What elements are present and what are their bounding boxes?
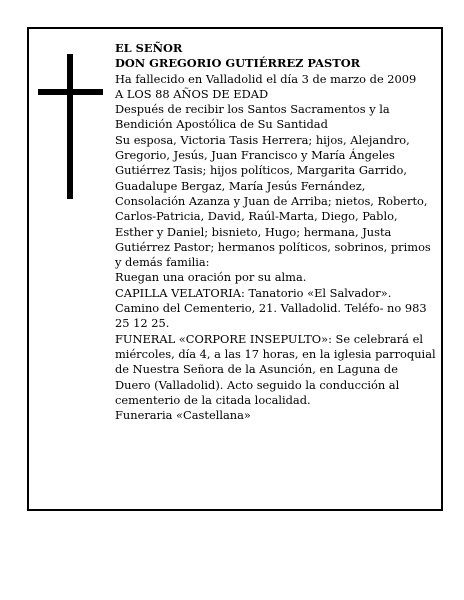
funeral-home: Funeraria «Castellana» (115, 408, 251, 423)
funeral-info: FUNERAL «CORPORE INSEPULTO»: Se celebrará el miércoles, día 4, a las 17 horas, en la iglesia parroquial de Nuestra Señora de la Asunción, en Laguna de Duero (Valladolid). Acto seguido la conducción al cementerio de la citada localidad. (115, 331, 436, 407)
obituary-notice (27, 27, 443, 511)
sacraments-paragraph: Después de recibir los Santos Sacramentos y la Bendición Apostólica de Su Santidad (115, 102, 390, 132)
cross-horizontal-bar (38, 89, 103, 95)
family-paragraph: Su esposa, Victoria Tasis Herrera; hijos, Alejandro, Gregorio, Jesús, Juan Francisco y María Ángeles Gutiérrez Tasis; hijos políticos, Margarita Garrido, Guadalupe Bergaz, María Jesús Fernández, Consolación Azanza y Juan de Arriba; nietos, Roberto, Carlos-Patricia, David, Raúl-Marta, Diego, Pablo, Esther y Daniel; bisnieto, Hugo; hermana, Justa Gutiérrez Pastor; hermanos políticos, sobrinos, primos y demás familia: (115, 132, 431, 270)
chapel-info: CAPILLA VELATORIA: Tanatorio «El Salvador». Camino del Cementerio, 21. Valladolid. Teléfo- no 983 25 12 25. (115, 285, 427, 331)
title-line-1: EL SEÑOR (115, 41, 183, 55)
age-line: A LOS 88 AÑOS DE EDAD (115, 86, 269, 101)
cross-icon (38, 54, 103, 199)
obituary-text (115, 41, 437, 423)
prayer-request: Ruegan una oración por su alma. (115, 270, 307, 285)
cross-vertical-bar (67, 54, 73, 199)
death-announcement: Ha fallecido en Valladolid el día 3 de marzo de 2009 (115, 71, 417, 86)
title-line-2: DON GREGORIO GUTIÉRREZ PASTOR (115, 56, 361, 71)
